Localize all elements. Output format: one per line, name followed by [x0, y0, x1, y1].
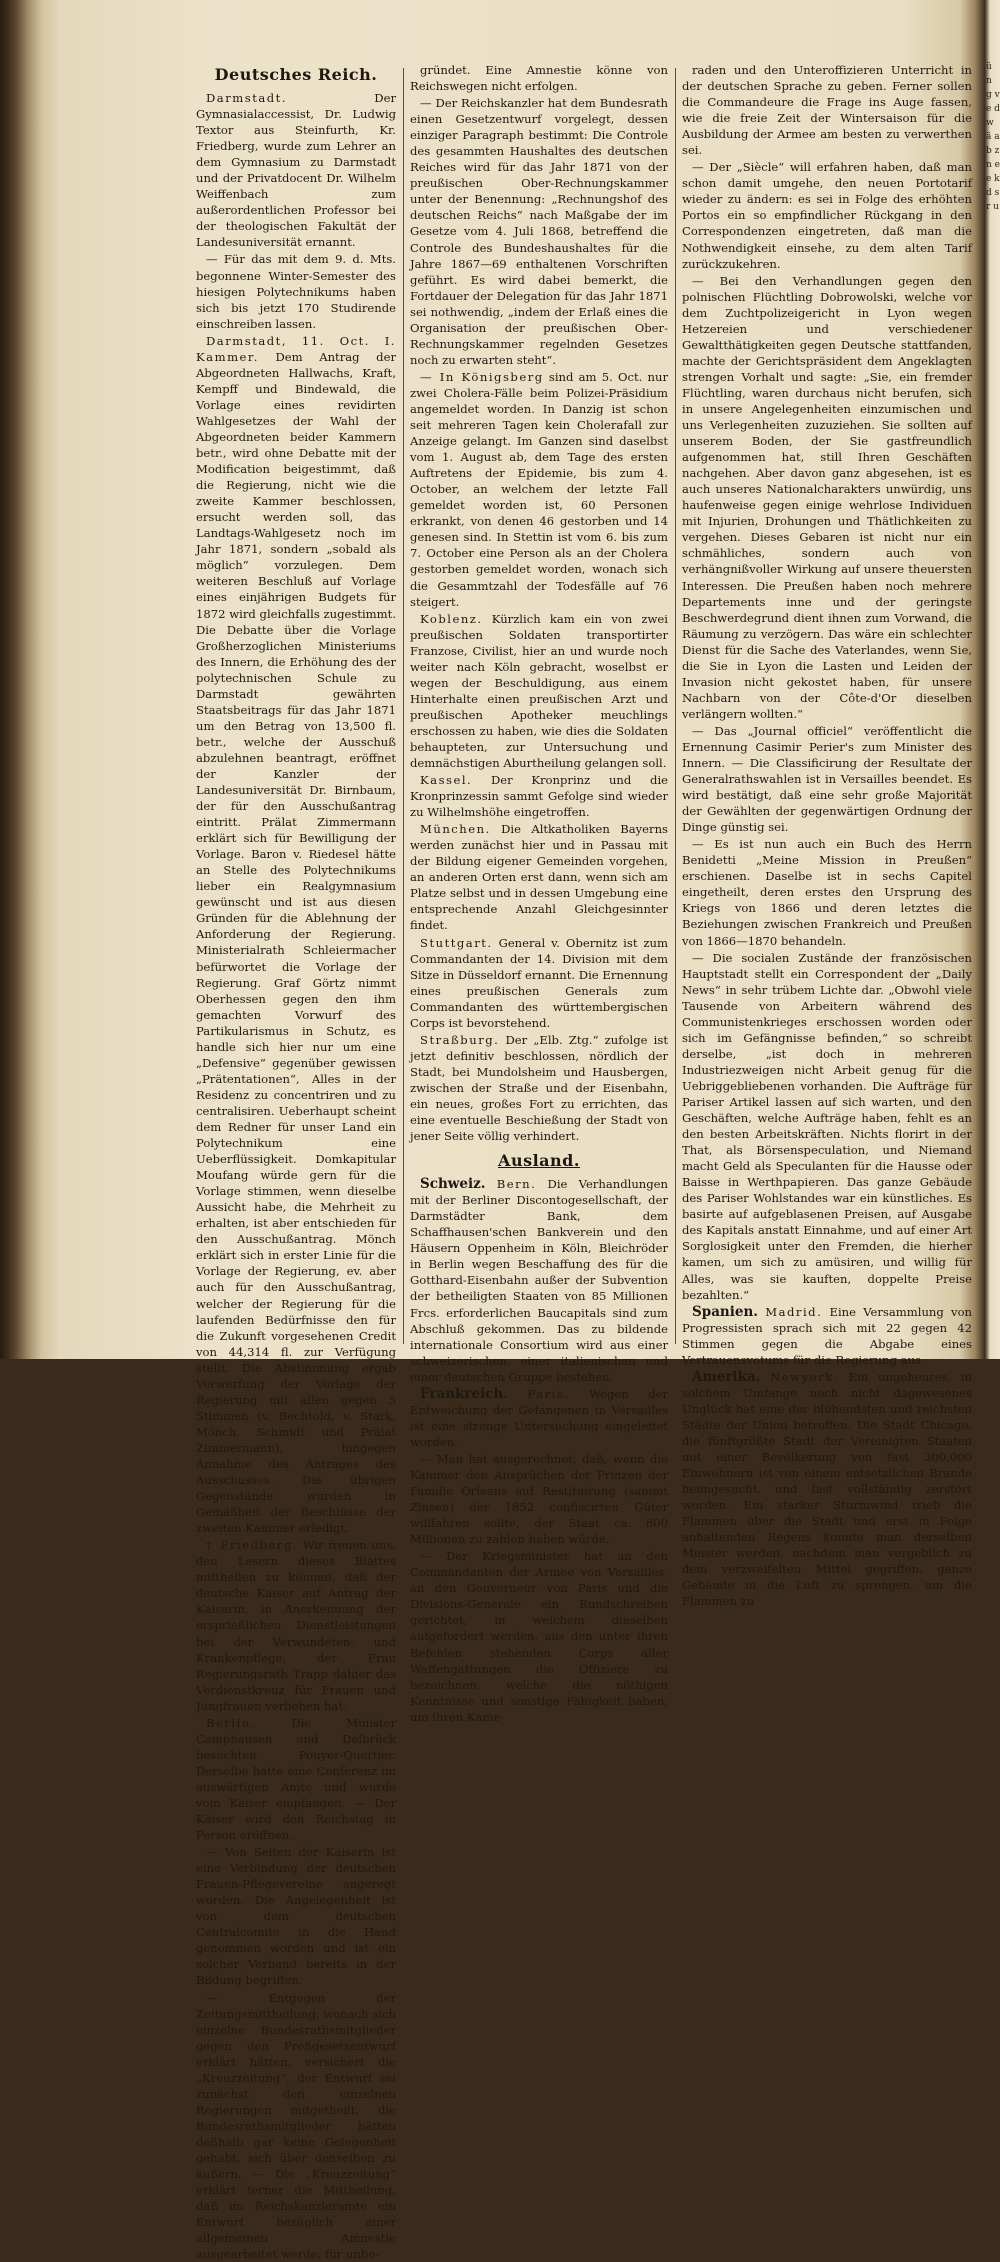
newspaper-page	[196, 62, 978, 2262]
article-text: — Die socialen Zustände der französischen Hauptstadt stellt ein Correspondent der „Daily News“ in sehr trübem Lichte dar. „Obwohl viele Tausende von Arbeitern während des Communistenkrieges erschossen worden oder sich im Gefängnisse befinden,“ so schreibt derselbe, „ist doch in mehreren Industriezweigen nicht Arbeit genug für die Uebriggebliebenen vorhanden. Die Aufträge für Pariser Artikel lassen auf sich warten, und den Geschäften, welche Aufträge haben, fehlt es an den besten Arbeitskräften. Nichts florirt in der That, als Börsenspeculation, und Niemand macht Geld als Speculanten für die Hausse oder Baisse in Werthpapieren. Das ganze Gebäude des Pariser Wohlstandes war ein künstliches. Es basirte auf aufgeblasenen Preisen, auf Ausgabe des Kapitals anstatt Einnahme, und auf einer Art Sorglosigkeit unter den Fremden, die hierher kamen, um sich zu amüsiren, und willig für Alles, was sie kauften, doppelte Preise bezahlten.“	[682, 950, 972, 1302]
dateline: München.	[420, 822, 491, 837]
dateline: Koblenz.	[420, 611, 483, 626]
article-paragraph	[682, 62, 972, 158]
article-text: sind am 5. Oct. nur zwei Cholera-Fälle beim Polizei-Präsidium angemeldet worden. In Danzig ist schon seit mehreren Tagen kein Cholerafall zur Anzeige gelangt. Im Ganzen sind daselbst vom 1. August ab, dem Tage des ersten Auftretens der Epidemie, bis zum 4. October, an welchem der letzte Fall gemeldet worden ist, 60 Personen erkrankt, von denen 46 gestorben und 14 genesen sind. In Stettin ist vom 6. bis zum 7. October eine Person als an der Cholera gestorben gemeldet worden, wonach sich die Gesammtzahl der Todesfälle auf 76 steigert.	[410, 369, 669, 609]
article-paragraph	[196, 251, 396, 331]
article-text: — Man hat ausgerechnet, daß, wenn die Kammer den Ansprüchen der Prinzen der Familie Orleans auf Restituirung (sammt Zinsen) der 1852 confiscirten Güter willfahren sollte, der Staat ca. 800 Millionen zu zahlen haben würde.	[410, 1451, 668, 1547]
column-3	[682, 62, 973, 1609]
article-text: Ein ungeheures, in solchem Umfange noch nicht dagewesenes Unglück hat eine der blühendsten und reichsten Städte der Union betroffen. Die Stadt Chicago, die fünftgrößte Stadt der Vereinigten Staaten mit einer Bevölkerung von fast 300,000 Einwohnern ist von einem entsetzlichen Brande heimgesucht, und fast vollständig zerstört worden. Ein starker Sturmwind trieb die Flammen über die Stadt und erst in Folge anhaltenden Regens konnte man derselben Meister werden, nachdem man vergeblich zu dem verzweifelten Mittel gegriffen, ganze Gebäude in die Luft zu sprengen, um die Flammen zu	[682, 1369, 973, 1609]
article-text: — Bei den Verhandlungen gegen den polnischen Flüchtling Dobrowolski, welche vor dem Zuchtpolizeigericht in Lyon wegen Hetzereien und verschiedener Gewaltthätigkeiten gegen Deutsche stattfanden, machte der Gerichtspräsident dem Angeklagten strengen Vorhalt und sagte: „Sie, ein fremder Flüchtling, waren durchaus nicht berufen, sich in unsere Angelegenheiten einzumischen und uns Verlegenheiten zuzuziehen. Sie sollten auf unserem Boden, der Sie gastfreundlich aufgenommen hat, still Ihren Geschäften nachgehen. Aber davon ganz abgesehen, ist es auch unseres Nationalcharakters unwürdig, uns haufenweise gegen einige wehrlose Individuen mit Injurien, Drohungen und Thätlichkeiten zu vergehen. Dieses Gebaren ist nicht nur ein schmähliches, sondern auch von verhängnißvoller Wirkung auf unsere theuersten Interessen. Die Preußen haben noch mehrere Departements inne und der geringste Beschwerdegrund dient ihnen zum Vorwand, die Räumung zu verzögern. Das wäre ein schlechter Dienst für die Sache des Vaterlandes, wenn Sie, die Sie in Lyon die Lasten und Leiden der Invasion nicht gekostet haben, für unsere Nachbarn von der Côte-d'Or dieselben verlängern wollten.“	[682, 273, 972, 721]
article-paragraph	[682, 1369, 972, 1610]
article-paragraph	[410, 1451, 668, 1547]
article-paragraph	[682, 723, 972, 835]
dateline: Newyork.	[770, 1369, 839, 1384]
article-text: — Für das mit dem 9. d. Mts. begonnene Winter-Semester des hiesigen Polytechnikums haben sich bis jetzt 170 Studirende einschreiben lassen.	[196, 252, 396, 331]
article-paragraph	[410, 935, 668, 1031]
column-rule	[403, 68, 404, 1344]
column-rule	[675, 68, 676, 1344]
article-text: General v. Obernitz ist zum Commandanten der 14. Division mit dem Sitze in Düsseldorf ernannt. Die Ernennung eines preußischen Generals zum Commandanten des württembergischen Corps ist bevorstehend.	[410, 935, 668, 1030]
dateline: † Friedberg.	[206, 1538, 298, 1553]
country-heading: Schweiz.	[420, 1176, 486, 1193]
article-paragraph	[682, 273, 972, 722]
article-text: — Entgegen der Zeitungsmittheilung, wonach sich einzelne Bundesrathsmitglieder gegen den Preßgesetzentwurf erklärt hätten, versichert die „Kreuzzeitung“, der Entwurf sei zunächst den einzelnen Regierungen mitgetheilt, die Bundesrathsmitglieder hätten deßhalb gar keine Gelegenheit gehabt, sich über denselben zu äußern. — Die „Kreuzzeitung“ erklärt ferner die Mittheilung, daß im Reichskanzleramte ein Entwurf bezüglich einer allgemeinen Amnestie ausgearbeitet werde, für unbe-	[196, 1990, 396, 2262]
column-1-articles	[196, 90, 396, 2262]
article-paragraph	[196, 90, 396, 250]
article-paragraph	[196, 1537, 396, 1714]
dateline: Bern.	[496, 1177, 537, 1192]
article-text: — Es ist nun auch ein Buch des Herrn Benidetti „Meine Mission in Preußen“ erschienen. Daselbe ist in sechs Capitel eingetheilt, deren erstes den Ursprung des Kriegs von 1866 und deren letztes die Beziehungen zwischen Frankreich und Preußen von 1866—1870 behandeln.	[682, 837, 972, 948]
dateline: Kassel.	[420, 773, 473, 788]
article-text: gründet. Eine Amnestie könne von Reichswegen nicht erfolgen.	[410, 63, 668, 94]
article-paragraph	[682, 950, 972, 1303]
dateline: Paris.	[527, 1386, 570, 1401]
dateline: Straßburg.	[420, 1032, 500, 1047]
country-heading: Amerika.	[692, 1368, 761, 1385]
article-paragraph	[410, 611, 668, 771]
country-heading: Frankreich.	[420, 1385, 508, 1402]
article-paragraph	[196, 1715, 396, 1843]
article-text: — Das „Journal officiel“ veröffentlicht die Ernennung Casimir Perier's zum Minister des Innern. — Die Classificirung der Resultate der Generalrathswahlen ist in Versailles beendet. Es wird bestätigt, daß eine sehr große Majorität der Gewählten der gegenwärtigen Ordnung der Dinge günstig sei.	[682, 723, 972, 835]
article-text: Der Kronprinz und die Kronprinzessin sammt Gefolge sind wieder zu Wilhelmshöhe eingetroffen.	[410, 773, 669, 820]
dateline: Darmstadt.	[206, 91, 288, 105]
article-paragraph	[410, 1032, 668, 1144]
section-heading-deutsches-reich: Deutsches Reich.	[214, 65, 378, 84]
article-paragraph	[682, 159, 972, 271]
article-paragraph	[196, 1844, 396, 1988]
article-text: Die Altkatholiken Bayerns werden zunächst hier und in Passau mit der Bildung eigener Gemeinden vorgehen, an anderen Orten erst dann, wenn sich am Platze selbst und in dessen Umgebung eine entsprechende Anzahl Gleichgesinnter findet.	[410, 822, 669, 933]
article-text: raden und den Unteroffizieren Unterricht in der deutschen Sprache zu geben. Ferner sollen die Commandeure die Frage ins Auge fassen, wie die freie Zeit der Wintersaison für die Ausbildung der Armee am besten zu verwerthen sei.	[682, 63, 972, 158]
article-paragraph	[682, 1304, 972, 1368]
column-2	[410, 62, 669, 1724]
article-paragraph	[196, 333, 396, 1537]
article-text: Die Minister Camphausen und Delbrück besuchten Pouyer-Quertier. Derselbe hatte eine Conferenz im auswärtigen Amte und wurde vom Kaiser empfangen. — Der Kaiser wird den Reichstag in Person eröffnen.	[196, 1715, 396, 1843]
article-text: Der „Elb. Ztg.“ zufolge ist jetzt definitiv beschlossen, nördlich der Stadt, bei Mundolsheim und Hausbergen, zwischen der Straße und der Eisenbahn, ein neues, großes Fort zu errichten, das eine eventuelle Beschießung der Stadt von jener Seite völlig verhindert.	[410, 1032, 668, 1144]
article-text: Kürzlich kam ein von zwei preußischen Soldaten transportirter Franzose, Civilist, hier an und wurde noch weiter nach Köln gebracht, woselbst er wegen der Beschuldigung, aus einem Hinterhalte einen preußischen Arzt und preußischen Apotheker meuchlings erschossen zu haben, wie dies die Soldaten behaupteten, zur Untersuchung und demnächstigen Aburtheilung gelangen soll.	[410, 611, 668, 771]
article-text: Die Verhandlungen mit der Berliner Discontogesellschaft, der Darmstädter Bank, dem Schaffhausen'schen Bankverein und den Häusern Oppenheim in Köln, Bleichröder in Berlin wegen Beschaffung des für die Gotthard-Eisenbahn außer der Subvention der betheiligten Staaten von 85 Millionen Frcs. erforderlichen Baucapitals sind zum Abschluß gekommen. Das zu bildende internationale Consortium wird aus einer schweizerischen, einer italienischen und einer deutschen Gruppe bestehen.	[410, 1177, 669, 1384]
dateline: Madrid.	[765, 1304, 823, 1319]
article-paragraph	[682, 836, 972, 948]
column-3-articles	[682, 62, 972, 1610]
article-text: — Von Seiten der Kaiserin ist eine Verbindung der deutschen Frauen-Pflegevereine angeregt worden. Die Angelegenheit ist von dem deutschen Centralcomite in die Hand genommen worden und ist ein solcher Verband bereits in der Bildung begriffen.	[196, 1845, 396, 1988]
column-1	[196, 62, 396, 2262]
article-text: Wegen der Entweichung der Gefangenen in Versailles ist eine strenge Untersuchung eingeleitet worden.	[410, 1386, 669, 1449]
column-2-inland-articles	[410, 62, 668, 1144]
article-paragraph	[410, 1176, 668, 1385]
dateline: Berlin.	[206, 1715, 256, 1730]
article-text: Dem Antrag der Abgeordneten Hallwachs, Kraft, Kempff und Bindewald, die Vorlage eines revidirten Wahlgesetzes der Wahl der Abgeordneten beider Kammern betr., wird ohne Debatte mit der Modification beigestimmt, daß die Regierung, nicht wie die zweite Kammer beschlossen, ersucht werden soll, das Landtags-Wahlgesetz noch im Jahr 1871, sondern „sobald als möglich“ vorzulegen. Dem weiteren Beschluß auf Vorlage eines einjährigen Budgets für 1872 wird gleichfalls zugestimmt. Die Debatte über die Vorlage Großherzoglichen Ministeriums des Innern, die Erhöhung des der polytechnischen Schule zu Darmstadt gewährten Staatsbeitrags für das Jahr 1871 um den Betrag von 13,500 fl. betr., welche der Ausschuß abzulehnen beantragt, eröffnet der Kanzler der Landesuniversität Dr. Birnbaum, der für den Ausschußantrag eintritt. Prälat Zimmermann erklärt sich für Bewilligung der Vorlage. Baron v. Riedesel hätte an Stelle des Polytechnikums lieber ein Realgymnasium gewünscht und ist aus diesen Gründen für die Ablehnung der Anforderung der Regierung. Ministerialrath Schleiermacher befürwortet die Vorlage der Regierung. Graf Görtz nimmt Oberhessen gegen den ihm gemachten Vorwurf des Partikularismus in Schutz, es handle sich hier nur um eine „Defensive“ gegenüber gewissen „Prätentationen“, Alles in der Residenz zu concentriren und zu centralisiren. Ueberhaupt scheint dem Redner für unser Land ein Polytechnikum eine Ueberflüssigkeit. Domkapitular Moufang würde gern für die Vorlage stimmen, wenn dieselbe Aussicht habe, die Mehrheit zu erhalten, ist aber entschieden für den Ausschußantrag. Mönch erklärt sich in erster Linie für die Vorlage der Regierung, ev. aber auch für den Ausschußantrag, welcher der Regierung für die laufenden Bedürfnisse den für die Zukunft vorgesehenen Credit von 44,314 fl. zur Verfügung stellt. Die Abstimmung ergab Verwerfung der Vorlage der Regierung mit allen gegen 5 Stimmen (v. Bechtold, v. Stark, Mönch, Schmidt und Prälat Zimmermann), hingegen Annahme des Antrages des Ausschusses. Die übrigen Gegenstände wurden in Gemäßheit der Beschlüsse der zweiten Kammer erledigt.	[196, 349, 396, 1536]
dateline: — In Königsberg	[420, 369, 544, 384]
section-heading-ausland: Ausland.	[498, 1151, 580, 1171]
article-paragraph	[196, 1990, 396, 2262]
article-paragraph	[410, 95, 668, 368]
dateline: Darmstadt, 11. Oct. I. Kammer.	[196, 333, 396, 364]
article-text: Wir freuen uns, den Lesern dieses Blattes mittheilen zu können, daß der deutsche Kaiser auf Antrag der Kaiserin, in Anerkennung der ersprießlichen Dienstleistungen bei der Verwundeten- und Krankenpflege, der Frau Regierungsrath Trapp dahier das Verdienstkreuz für Frauen und Jungfrauen verliehen hat.	[196, 1538, 396, 1713]
article-paragraph	[410, 821, 668, 933]
dateline: Stuttgart.	[420, 935, 493, 950]
article-text: Eine Versammlung von Progressisten sprach sich mit 22 gegen 42 Stimmen gegen die Abgabe eines Vertrauensvotums für die Regierung aus.	[682, 1304, 973, 1367]
article-paragraph	[410, 1386, 668, 1450]
article-text: — Der „Siècle“ will erfahren haben, daß man schon damit umgehe, den neuen Portotarif wieder zu ändern: es sei in Folge des erhöhten Portos ein so empfindlicher Rückgang in den Correspondenzen eingetreten, daß man die Nothwendigkeit einsehe, zu dem alten Tarif zurückzukehren.	[682, 160, 972, 271]
article-paragraph	[410, 369, 668, 610]
article-paragraph	[410, 1548, 668, 1725]
article-paragraph	[410, 772, 668, 820]
book-gutter-shadow	[0, 0, 42, 1359]
article-text: — Der Kriegsminister hat an den Commandanten der Armee von Versailles, an den Gouverneur von Paris und die Divisions-Generale ein Rundschreiben gerichtet, in welchem dieselben aufgefordert werden, aus den unter ihren Befehlen stehenden Corps aller Waffengattungen die Offiziere zu bezeichnen, welche die nöthigen Kenntnisse und sonstige Fähigkeit haben, um ihren Kame-	[410, 1549, 668, 1724]
country-heading: Spanien.	[692, 1303, 758, 1320]
column-2-ausland-articles	[410, 1176, 668, 1725]
adjacent-page-strip: ü n g v e d w ä a b z n e e k d s r u	[986, 62, 1000, 212]
article-paragraph	[410, 62, 668, 94]
article-text: — Der Reichskanzler hat dem Bundesrath einen Gesetzentwurf vorgelegt, dessen einziger Paragraph bestimmt: Die Controle des gesammten Haushaltes des deutschen Reiches wird für das Jahr 1871 von der preußischen Ober-Rechnungskammer unter der Benennung: „Rechnungshof des deutschen Reichs“ nach Maßgabe der im Gesetze vom 4. Juli 1868, betreffend die Controle des Bundeshaushaltes für die Jahre 1867—69 enthaltenen Vorschriften geführt. Es wird dabei bemerkt, die Fortdauer der Delegation für das Jahr 1871 sei nothwendig, „indem der Erlaß eines die Organisation der preußischen Ober-Rechnungskammer regelnden Gesetzes noch zu erwarten steht“.	[410, 96, 668, 367]
article-text: Der Gymnasialaccessist, Dr. Ludwig Textor aus Steinfurth, Kr. Friedberg, wurde zum Lehrer an dem Gymnasium zu Darmstadt und der Privatdocent Dr. Wilhelm Weiffenbach zum außerordentlichen Professor bei der theologischen Fakultät der Landesuniversität ernannt.	[196, 91, 396, 250]
